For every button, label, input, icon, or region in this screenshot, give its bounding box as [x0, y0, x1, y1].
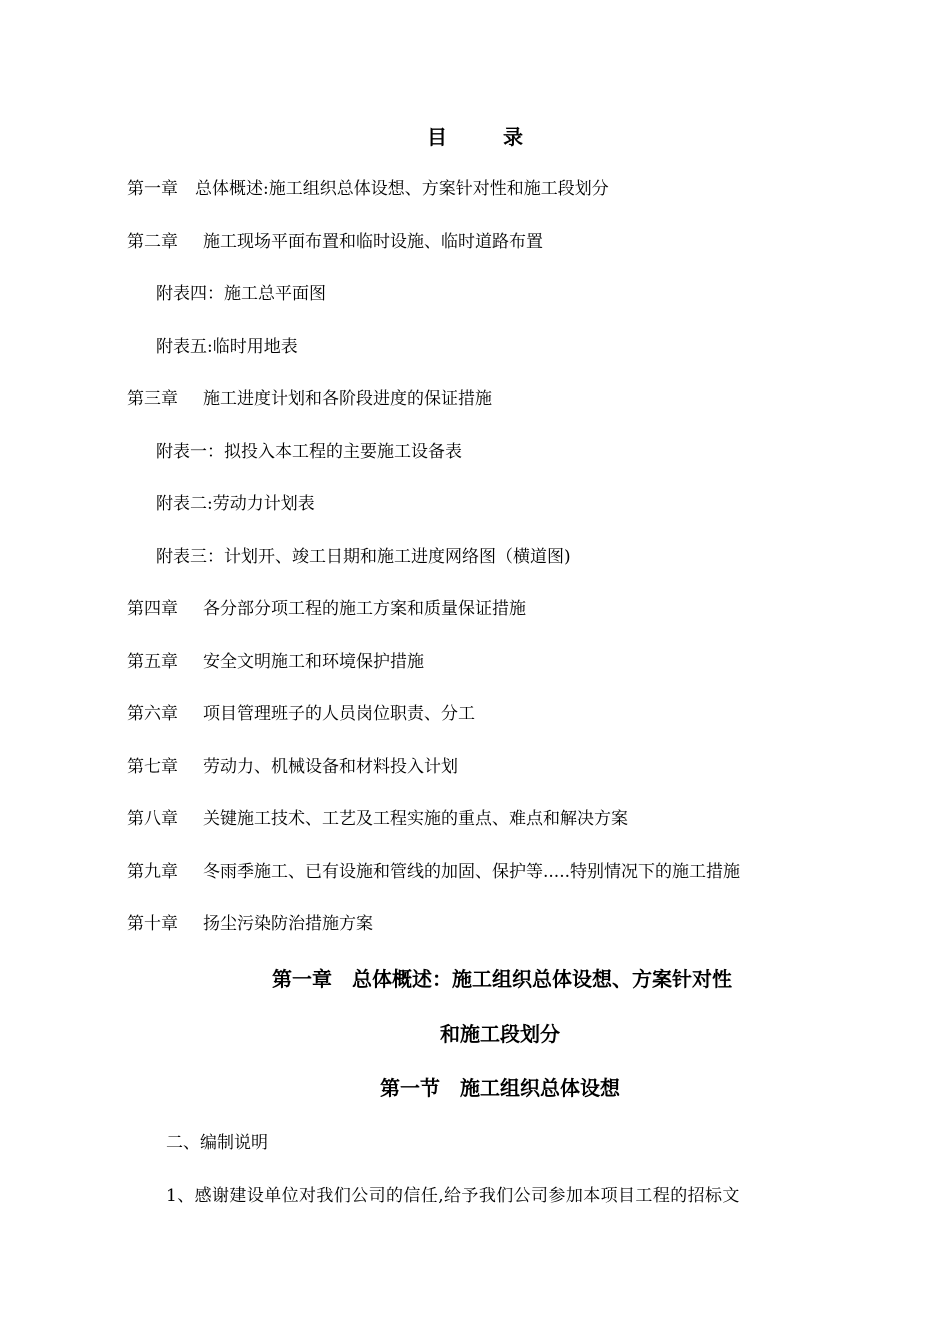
- table-of-contents: [127, 176, 847, 964]
- toc-chapter-label: 第一章: [127, 179, 178, 199]
- toc-chapter-label: 第六章: [127, 704, 178, 724]
- toc-chapter-label: 第十章: [127, 914, 178, 934]
- toc-item-text: 附表四：施工总平面图: [156, 284, 326, 304]
- toc-item: [127, 176, 847, 229]
- toc-item-text: 附表三：计划开、竣工日期和施工进度网络图（横道图): [156, 546, 571, 567]
- toc-subitem: [127, 439, 847, 492]
- toc-item-text: 施工进度计划和各阶段进度的保证措施: [203, 389, 492, 409]
- toc-item: [127, 754, 847, 807]
- toc-subitem: [127, 334, 847, 387]
- toc-title: [0, 121, 950, 150]
- toc-item: [127, 701, 847, 754]
- toc-subitem: [127, 491, 847, 544]
- toc-item: [127, 386, 847, 439]
- toc-item-text: 关键施工技术、工艺及工程实施的重点、难点和解决方案: [203, 809, 628, 829]
- toc-chapter-label: 第四章: [127, 599, 178, 619]
- section-heading: 第一节 施工组织总体设想: [380, 1076, 620, 1100]
- toc-item: [127, 911, 847, 964]
- toc-item: [127, 229, 847, 282]
- toc-item-text: 各分部分项工程的施工方案和质量保证措施: [203, 599, 526, 619]
- toc-item-text: 附表一：拟投入本工程的主要施工设备表: [156, 441, 462, 462]
- toc-subitem: [127, 281, 847, 334]
- toc-chapter-label: 第三章: [127, 389, 178, 409]
- toc-item-text: 冬雨季施工、已有设施和管线的加固、保护等.....特别情况下的施工措施: [203, 861, 741, 882]
- toc-chapter-label: 第二章: [127, 231, 178, 252]
- toc-item-text: 扬尘污染防治措施方案: [203, 914, 373, 934]
- toc-item-text: 劳动力、机械设备和材料投入计划: [203, 756, 458, 777]
- toc-chapter-label: 第七章: [127, 756, 178, 777]
- toc-item-text: 总体概述:施工组织总体设想、方案针对性和施工段划分: [195, 179, 609, 199]
- toc-chapter-label: 第五章: [127, 651, 178, 672]
- toc-item-text: 附表五:临时用地表: [156, 336, 298, 357]
- toc-chapter-label: 第八章: [127, 809, 178, 829]
- toc-title-part1: 目: [427, 125, 447, 149]
- chapter-heading-line1: 第一章 总体概述：施工组织总体设想、方案针对性: [272, 967, 732, 991]
- toc-subitem: [127, 544, 847, 597]
- chapter-heading-line2: 和施工段划分: [440, 1022, 560, 1046]
- toc-item: [127, 649, 847, 702]
- toc-item-text: 项目管理班子的人员岗位职责、分工: [203, 704, 475, 724]
- toc-item-text: 施工现场平面布置和临时设施、临时道路布置: [203, 231, 543, 252]
- toc-title-part2: 录: [503, 125, 523, 149]
- subsection-heading: 二、编制说明: [166, 1133, 268, 1153]
- paragraph-text: 1、感谢建设单位对我们公司的信任,给予我们公司参加本项目工程的招标文: [166, 1186, 740, 1206]
- toc-chapter-label: 第九章: [127, 861, 178, 882]
- toc-item: [127, 806, 847, 859]
- toc-item: [127, 596, 847, 649]
- toc-item: [127, 859, 847, 912]
- toc-item-text: 附表二:劳动力计划表: [156, 494, 315, 514]
- toc-item-text: 安全文明施工和环境保护措施: [203, 651, 424, 672]
